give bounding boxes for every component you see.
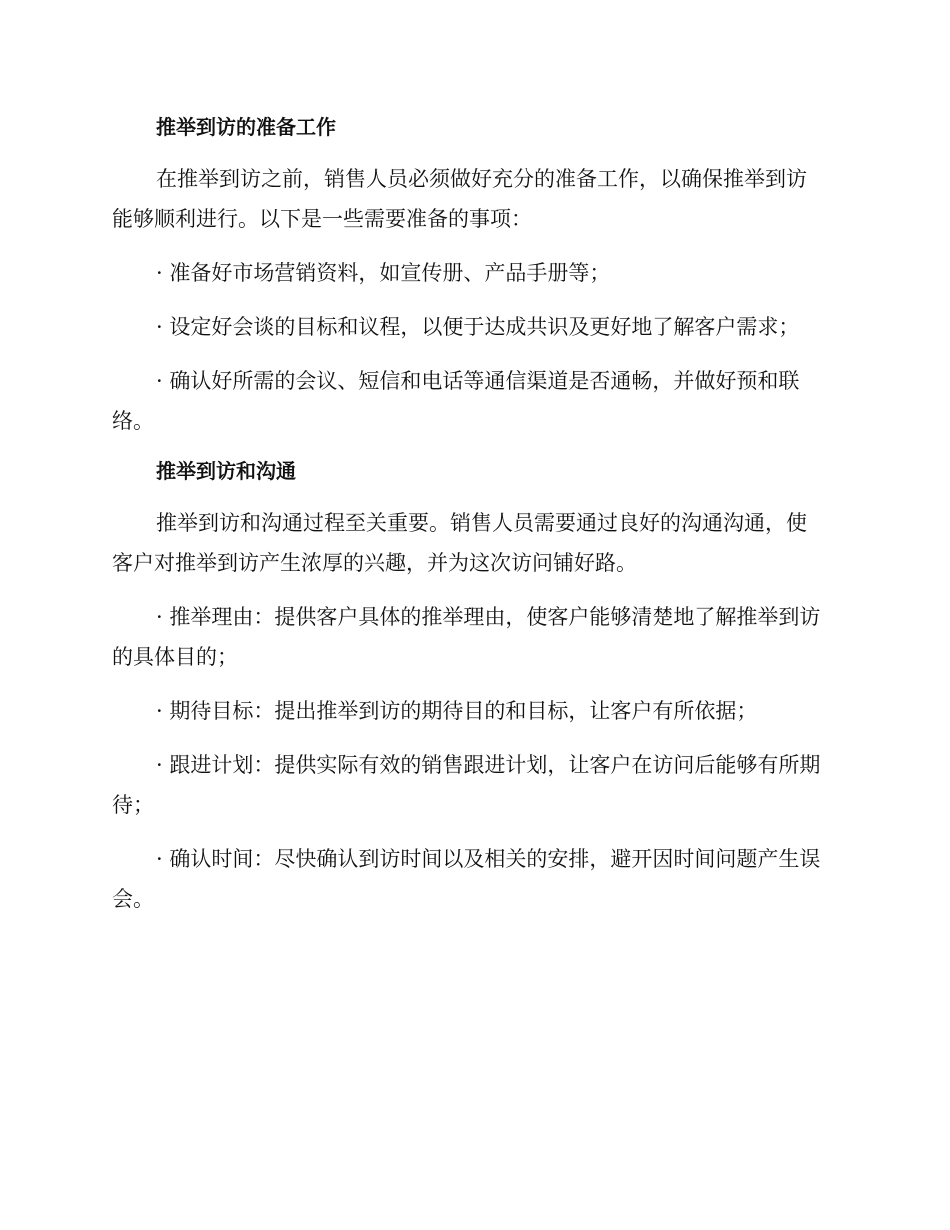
bullet-item: · 期待目标：提出推举到访的期待目的和目标，让客户有所依据； — [156, 699, 758, 723]
section-communication — [112, 455, 824, 919]
bullet-item: · 推举理由：提供客户具体的推举理由，使客户能够清楚地了解推举到访的具体目的； — [112, 605, 821, 669]
intro-paragraph: 在推举到访之前，销售人员必须做好充分的准备工作，以确保推举到访能够顺利进行。以下是一些需要准备的事项： — [112, 167, 807, 231]
intro-paragraph: 推举到访和沟通过程至关重要。销售人员需要通过良好的沟通沟通，使客户对推举到访产生浓厚的兴趣，并为这次访问铺好路。 — [112, 511, 807, 575]
section-heading: 推举到访的准备工作 — [156, 115, 336, 139]
bullet-item: · 确认时间：尽快确认到访时间以及相关的安排，避开因时间问题产生误会。 — [112, 847, 821, 911]
bullet-item: · 准备好市场营销资料，如宣传册、产品手册等； — [156, 261, 611, 285]
bullet-item: · 确认好所需的会议、短信和电话等通信渠道是否通畅，并做好预和联络。 — [112, 369, 800, 433]
bullet-item: · 设定好会谈的目标和议程，以便于达成共识及更好地了解客户需求； — [156, 315, 800, 339]
section-heading: 推举到访和沟通 — [156, 459, 296, 483]
section-preparation — [112, 111, 824, 441]
document-body — [112, 111, 824, 933]
bullet-item: · 跟进计划：提供实际有效的销售跟进计划，让客户在访问后能够有所期待； — [112, 753, 821, 817]
